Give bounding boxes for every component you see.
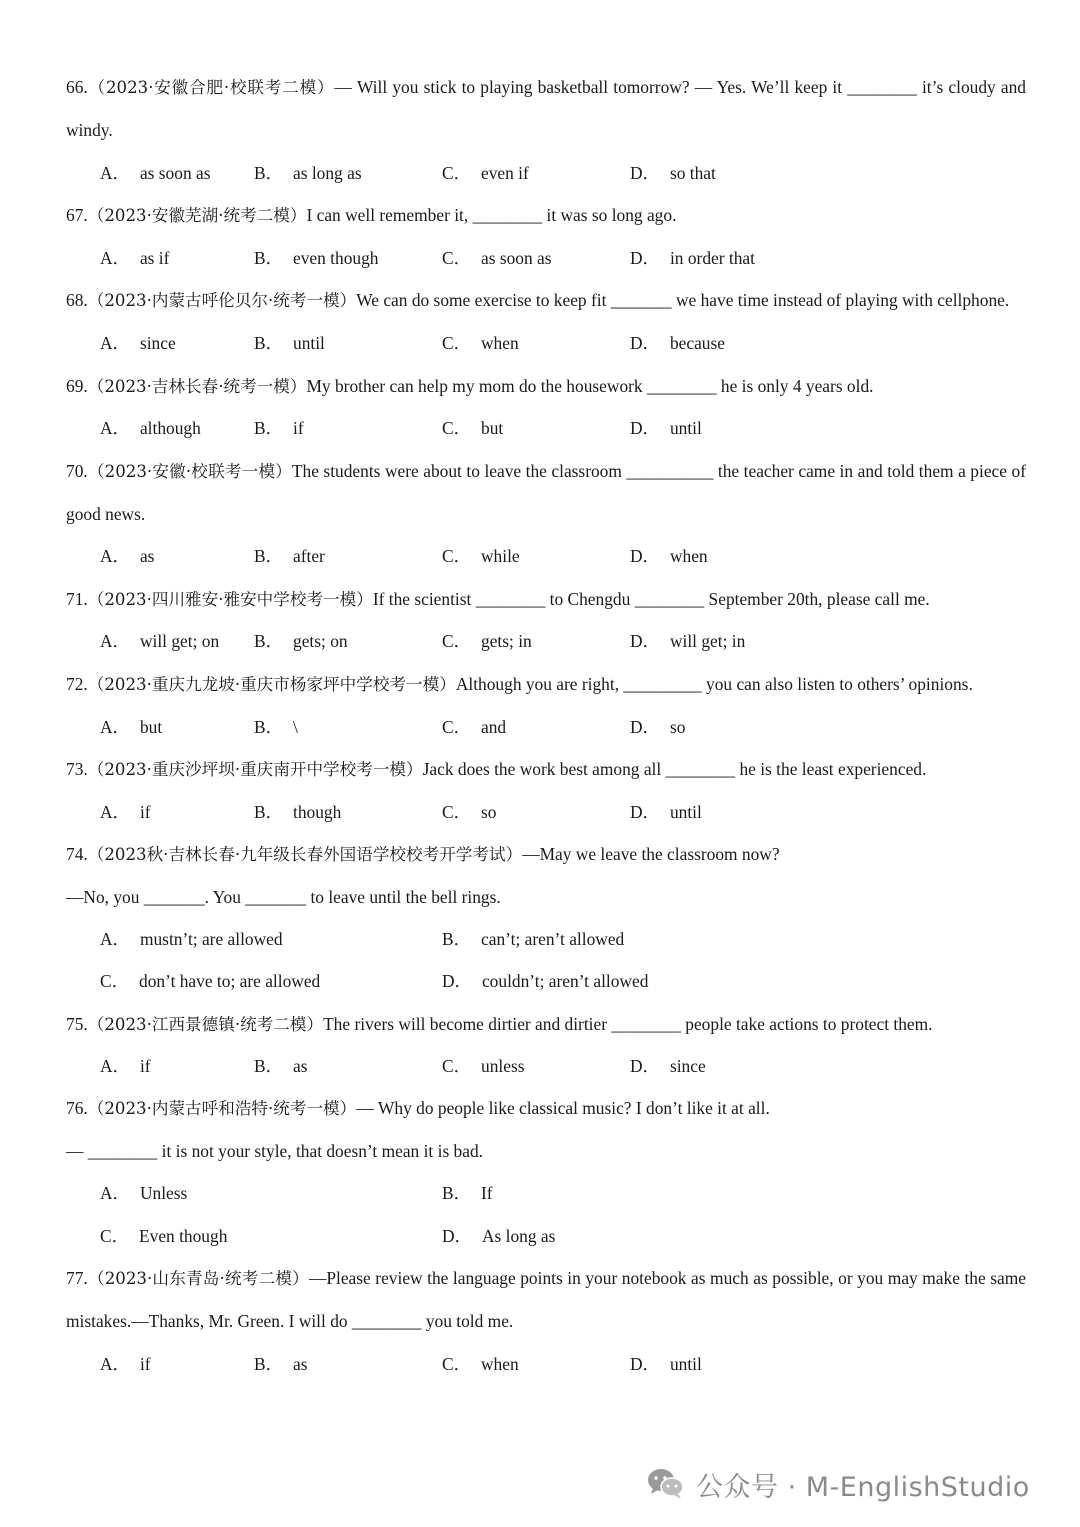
question-source: （2023·安徽合肥·校联考二模） xyxy=(87,78,335,97)
option-c[interactable]: C． when xyxy=(442,1353,519,1374)
question-source: （2023·内蒙古呼伦贝尔·统考一模） xyxy=(87,290,357,310)
watermark xyxy=(646,1462,1030,1506)
option-c[interactable]: C． gets; in xyxy=(442,631,532,652)
option-d[interactable]: D． couldn’t; aren’t allowed xyxy=(442,971,649,992)
option-d[interactable]: D． until xyxy=(630,418,702,439)
option-d[interactable]: D． so that xyxy=(630,162,716,183)
question-number: 70. xyxy=(66,460,88,481)
question-67 xyxy=(66,194,1026,236)
question-stem: My brother can help my mom do the housework ________ he is only 4 years old. xyxy=(306,375,874,396)
question-stem: —Please review the language points in your notebook as much as possible, or you may make the same mistakes.—Thanks, Mr. Green. I will do ________ you told me. xyxy=(66,1268,1026,1332)
option-d[interactable]: D． will get; in xyxy=(630,631,746,652)
option-b[interactable]: B． after xyxy=(254,546,325,567)
option-b[interactable]: B． can’t; aren’t allowed xyxy=(442,928,625,949)
option-c[interactable]: C． and xyxy=(442,716,507,737)
question-74 xyxy=(66,833,1026,875)
question-number: 76. xyxy=(66,1098,88,1119)
question-73 xyxy=(66,748,1026,790)
question-72 xyxy=(66,663,1026,706)
question-source: （2023·四川雅安·雅安中学校考一模） xyxy=(87,589,373,609)
wechat-icon xyxy=(646,1467,686,1501)
question-number: 71. xyxy=(66,588,88,609)
question-77 xyxy=(66,1257,1026,1343)
option-a[interactable]: A． mustn’t; are allowed xyxy=(100,928,283,949)
question-68 xyxy=(66,279,1026,322)
option-c[interactable]: C． don’t have to; are allowed xyxy=(100,971,321,992)
option-c[interactable]: C． when xyxy=(442,333,519,354)
question-71 xyxy=(66,578,1026,620)
question-number: 68. xyxy=(66,289,88,310)
options-67 xyxy=(66,237,1026,279)
option-d[interactable]: D． As long as xyxy=(442,1225,556,1246)
question-number: 73. xyxy=(66,759,88,780)
option-b[interactable]: B． \ xyxy=(254,716,298,737)
option-b[interactable]: B． gets; on xyxy=(254,631,348,652)
question-source: （2023·重庆沙坪坝·重庆南开中学校考一模） xyxy=(87,760,423,780)
option-b[interactable]: B． though xyxy=(254,801,342,822)
options-76-row1 xyxy=(66,1172,1026,1214)
question-number: 67. xyxy=(66,205,88,226)
options-69 xyxy=(66,407,1026,449)
watermark-text: 公众号 · M-EnglishStudio xyxy=(696,1471,1030,1503)
question-70 xyxy=(66,450,1026,536)
option-a[interactable]: A． if xyxy=(100,1353,151,1374)
options-76-row2 xyxy=(66,1215,1026,1257)
option-d[interactable]: D． until xyxy=(630,1353,702,1374)
option-a[interactable]: A． if xyxy=(100,1056,151,1077)
option-b[interactable]: B． as xyxy=(254,1353,308,1374)
option-c[interactable]: C． as soon as xyxy=(442,247,552,268)
question-number: 66. xyxy=(66,77,88,97)
question-stem-continued: — ________ it is not your style, that doesn’t mean it is bad. xyxy=(66,1140,484,1161)
option-c[interactable]: C． unless xyxy=(442,1056,525,1077)
question-stem: We can do some exercise to keep fit _______ we have time instead of playing with cellphone. xyxy=(356,289,1010,310)
option-a[interactable]: A． if xyxy=(100,801,151,822)
option-b[interactable]: B． if xyxy=(254,418,304,439)
option-a[interactable]: A． as xyxy=(100,546,155,567)
option-b[interactable]: B． as xyxy=(254,1056,308,1077)
question-stem: Although you are right, _________ you can also listen to others’ opinions. xyxy=(455,673,973,694)
question-source: （2023·吉林长春·统考一模） xyxy=(87,376,307,396)
options-75 xyxy=(66,1045,1026,1087)
question-source: （2023·安徽·校联考一模） xyxy=(87,461,292,481)
option-d[interactable]: D． until xyxy=(630,801,702,822)
question-source: （2023·山东青岛·统考二模） xyxy=(87,1269,309,1289)
question-66 xyxy=(66,66,1026,152)
options-68 xyxy=(66,322,1026,364)
question-number: 72. xyxy=(66,673,88,694)
question-list xyxy=(66,66,1026,1385)
question-stem: If the scientist ________ to Chengdu ________ September 20th, please call me. xyxy=(372,588,930,609)
question-source: （2023·安徽芜湖·统考二模） xyxy=(87,206,307,226)
option-d[interactable]: D． when xyxy=(630,546,708,567)
question-stem-continued: —No, you _______. You _______ to leave until the bell rings. xyxy=(66,886,501,907)
option-a[interactable]: A． but xyxy=(100,716,163,737)
question-75 xyxy=(66,1003,1026,1045)
option-c[interactable]: C． even if xyxy=(442,162,529,183)
option-c[interactable]: C． Even though xyxy=(100,1225,228,1246)
options-74-row1 xyxy=(66,918,1026,960)
question-69 xyxy=(66,365,1026,407)
option-a[interactable]: A． as soon as xyxy=(100,162,211,183)
question-source: （2023秋·吉林长春·九年级长春外国语学校校考开学考试） xyxy=(87,845,523,865)
question-stem: —May we leave the classroom now? xyxy=(522,844,780,865)
question-76 xyxy=(66,1087,1026,1129)
option-c[interactable]: C． but xyxy=(442,418,504,439)
option-c[interactable]: C． while xyxy=(442,546,520,567)
option-a[interactable]: A． as if xyxy=(100,247,170,268)
option-b[interactable]: B． as long as xyxy=(254,162,362,183)
question-number: 75. xyxy=(66,1013,88,1034)
options-74-row2 xyxy=(66,960,1026,1002)
options-73 xyxy=(66,791,1026,833)
option-a[interactable]: A． although xyxy=(100,418,201,439)
question-source: （2023·江西景德镇·统考二模） xyxy=(87,1014,324,1034)
question-source: （2023·重庆九龙坡·重庆市杨家坪中学校考一模） xyxy=(87,674,456,694)
question-stem: — Why do people like classical music? I don’t like it at all. xyxy=(356,1098,770,1119)
option-b[interactable]: B． until xyxy=(254,333,325,354)
option-d[interactable]: D． so xyxy=(630,716,686,737)
question-stem: The rivers will become dirtier and dirtier ________ people take actions to protect them. xyxy=(323,1013,933,1034)
question-stem: Jack does the work best among all ________ he is the least experienced. xyxy=(422,759,927,780)
option-d[interactable]: D． in order that xyxy=(630,247,755,268)
question-source: （2023·内蒙古呼和浩特·统考一模） xyxy=(87,1099,357,1119)
options-66 xyxy=(66,152,1026,194)
options-70 xyxy=(66,535,1026,577)
option-b[interactable]: B． even though xyxy=(254,247,379,268)
option-a[interactable]: A． since xyxy=(100,333,176,354)
option-b[interactable]: B． If xyxy=(442,1183,493,1204)
option-d[interactable]: D． since xyxy=(630,1056,706,1077)
question-number: 69. xyxy=(66,375,88,396)
question-number: 74. xyxy=(66,844,88,865)
option-d[interactable]: D． because xyxy=(630,333,725,354)
option-c[interactable]: C． so xyxy=(442,801,497,822)
option-a[interactable]: A． Unless xyxy=(100,1183,188,1204)
option-a[interactable]: A． will get; on xyxy=(100,631,220,652)
question-74-line2 xyxy=(66,876,1026,918)
question-stem: — Will you stick to playing basketball tomorrow? — Yes. We’ll keep it ________ it’s cloudy and windy. xyxy=(66,77,1026,141)
question-stem: The students were about to leave the classroom __________ the teacher came in and told them a piece of good news. xyxy=(66,460,1026,524)
question-76-line2 xyxy=(66,1130,1026,1172)
options-72 xyxy=(66,706,1026,748)
question-number: 77. xyxy=(66,1268,88,1289)
options-71 xyxy=(66,620,1026,662)
options-77 xyxy=(66,1343,1026,1385)
question-stem: I can well remember it, ________ it was so long ago. xyxy=(306,205,677,226)
